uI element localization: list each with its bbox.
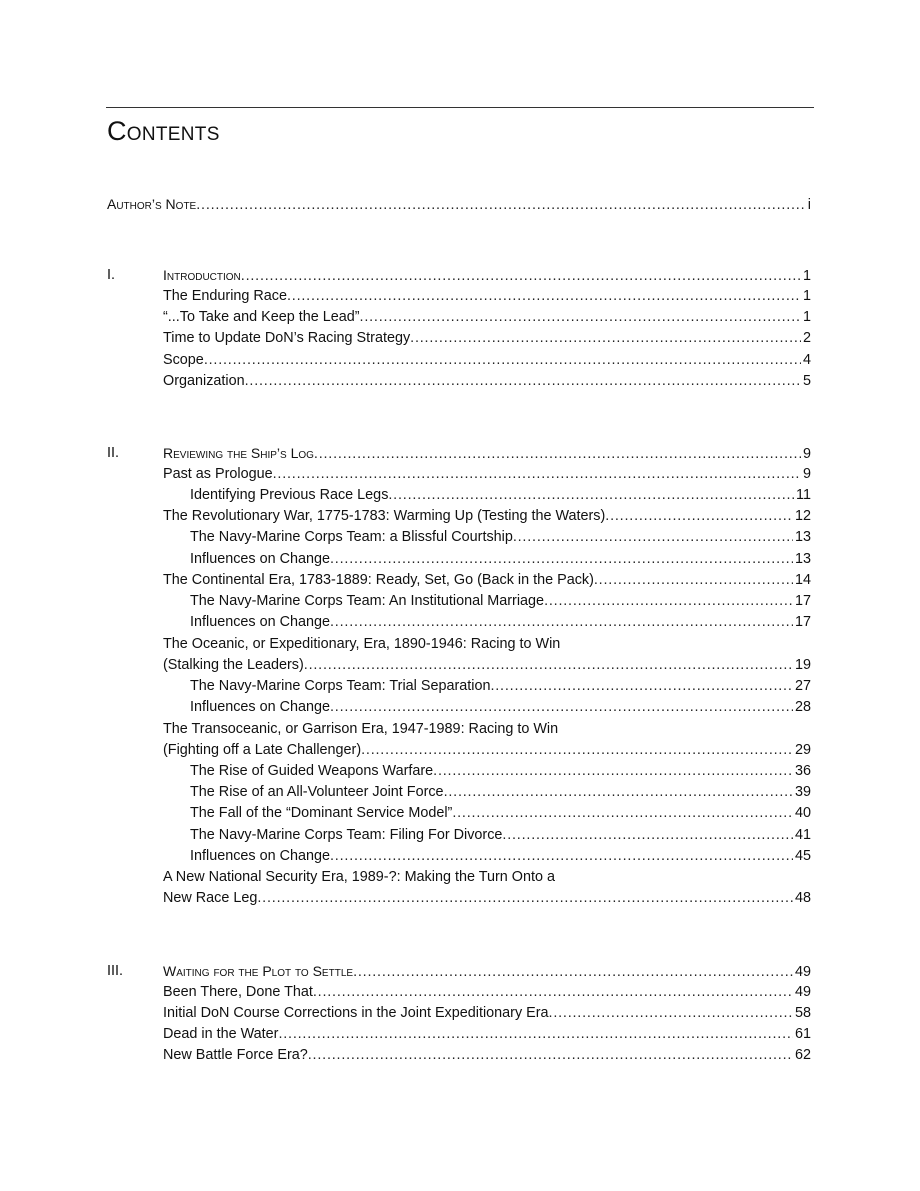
- toc-entry-label: Influences on Change: [190, 699, 331, 715]
- dot-leader: [513, 527, 793, 548]
- toc-entry-label-line1[interactable]: The Oceanic, or Expeditionary, Era, 1890-1946: Racing to Win: [163, 636, 561, 652]
- toc-subentry[interactable]: [190, 549, 811, 570]
- toc-entry-page: 1: [802, 309, 811, 325]
- dot-leader: [388, 485, 794, 506]
- toc-entry[interactable]: [163, 286, 811, 307]
- toc-entry-label: (Fighting off a Late Challenger): [163, 742, 362, 758]
- toc-subentry[interactable]: [190, 527, 811, 548]
- toc-entry[interactable]: [163, 1024, 811, 1045]
- toc-entry-label: Been There, Done That: [163, 984, 313, 1000]
- toc-subentry[interactable]: [190, 782, 811, 803]
- toc-entry-page: 49: [794, 984, 811, 1000]
- top-rule: [106, 107, 814, 108]
- toc-entry-page: 45: [794, 848, 811, 864]
- dot-leader: [204, 350, 801, 371]
- toc-entry-page: 9: [802, 446, 811, 462]
- toc-entry-label: The Navy-Marine Corps Team: An Institutional Marriage: [190, 593, 545, 609]
- dot-leader: [361, 740, 793, 761]
- toc-entry-label: Identifying Previous Race Legs: [190, 487, 389, 503]
- dot-leader: [502, 825, 793, 846]
- toc-subentry[interactable]: [190, 846, 811, 867]
- toc-entry[interactable]: [163, 506, 811, 527]
- dot-leader: [605, 506, 793, 527]
- toc-entry-page: 29: [794, 742, 811, 758]
- dot-leader: [257, 888, 793, 909]
- toc-subentry[interactable]: [190, 697, 811, 718]
- toc-entry-page: 5: [802, 373, 811, 389]
- dot-leader: [544, 591, 793, 612]
- toc-entry-page: 4: [802, 352, 811, 368]
- toc-entry-label: “...To Take and Keep the Lead”: [163, 309, 360, 325]
- dot-leader: [330, 612, 793, 633]
- toc-entry[interactable]: [163, 307, 811, 328]
- toc-entry-page: 1: [802, 268, 811, 284]
- toc-entry-page: 2: [802, 330, 811, 346]
- toc-subentry[interactable]: [190, 591, 811, 612]
- toc-entry-page: 17: [794, 614, 811, 630]
- toc-section-introduction[interactable]: [163, 265, 811, 286]
- section-numeral: I.: [107, 267, 115, 283]
- dot-leader: [444, 782, 793, 803]
- dot-leader: [314, 444, 801, 465]
- toc-entry-label: Initial DoN Course Corrections in the Joint Expeditionary Era: [163, 1005, 549, 1021]
- dot-leader: [549, 1003, 793, 1024]
- toc-entry[interactable]: [163, 464, 811, 485]
- toc-entry-label: Influences on Change: [190, 551, 331, 567]
- toc-entry-page: 28: [794, 699, 811, 715]
- toc-entry-label: Introduction: [163, 267, 241, 283]
- toc-entry-label: The Navy-Marine Corps Team: Filing For Divorce: [190, 827, 503, 843]
- toc-entry-page: 13: [794, 551, 811, 567]
- toc-entry-label: Scope: [163, 352, 204, 368]
- toc-entry-label: New Race Leg: [163, 890, 258, 906]
- dot-leader: [452, 803, 793, 824]
- toc-entry-label: Reviewing the Ship’s Log: [163, 445, 314, 461]
- toc-entry-label: New Battle Force Era?: [163, 1047, 308, 1063]
- toc-entry-label: The Rise of Guided Weapons Warfare: [190, 763, 434, 779]
- dot-leader: [304, 655, 793, 676]
- toc-entry-page: 40: [794, 805, 811, 821]
- toc-entry[interactable]: [163, 655, 811, 676]
- toc-entry-label: Influences on Change: [190, 848, 331, 864]
- dot-leader: [330, 697, 793, 718]
- toc-entry[interactable]: [163, 328, 811, 349]
- toc-entry-label: The Fall of the “Dominant Service Model”: [190, 805, 453, 821]
- toc-entry[interactable]: [163, 1003, 811, 1024]
- dot-leader: [353, 962, 793, 983]
- section-numeral: II.: [107, 445, 119, 461]
- toc-entry-label: Author’s Note: [107, 196, 197, 212]
- toc-entry[interactable]: [163, 1045, 811, 1066]
- toc-entry-page: 17: [794, 593, 811, 609]
- toc-subentry[interactable]: [190, 485, 811, 506]
- dot-leader: [287, 286, 801, 307]
- toc-entry[interactable]: [163, 371, 811, 392]
- dot-leader: [245, 371, 801, 392]
- dot-leader: [490, 676, 793, 697]
- toc-entry[interactable]: [163, 888, 811, 909]
- toc-entry-page: 14: [794, 572, 811, 588]
- toc-subentry[interactable]: [190, 612, 811, 633]
- toc-entry-page: 48: [794, 890, 811, 906]
- toc-entry-label: The Rise of an All-Volunteer Joint Force: [190, 784, 444, 800]
- toc-entry-page: 58: [794, 1005, 811, 1021]
- toc-entry-page: 62: [794, 1047, 811, 1063]
- toc-entry-page: 41: [794, 827, 811, 843]
- dot-leader: [196, 195, 806, 216]
- toc-section-waiting-for-plot[interactable]: [163, 961, 811, 982]
- toc-entry-page: 27: [794, 678, 811, 694]
- toc-entry-page: 12: [794, 508, 811, 524]
- toc-entry[interactable]: [163, 740, 811, 761]
- section-numeral: III.: [107, 963, 123, 979]
- dot-leader: [330, 846, 793, 867]
- toc-entry-page: 36: [794, 763, 811, 779]
- toc-section-reviewing-ships-log[interactable]: [163, 443, 811, 464]
- toc-entry[interactable]: [163, 982, 811, 1003]
- toc-entry-label: Waiting for the Plot to Settle: [163, 963, 354, 979]
- toc-entry-label: The Navy-Marine Corps Team: a Blissful Courtship: [190, 529, 513, 545]
- dot-leader: [360, 307, 801, 328]
- toc-entry-page: 1: [802, 288, 811, 304]
- dot-leader: [410, 328, 801, 349]
- toc-entry-label: Influences on Change: [190, 614, 331, 630]
- toc-entry-label: The Enduring Race: [163, 288, 287, 304]
- toc-entry-page: 39: [794, 784, 811, 800]
- toc-entry-label: Organization: [163, 373, 245, 389]
- toc-entry-page: 11: [796, 487, 811, 503]
- toc-entry-label-line1[interactable]: The Transoceanic, or Garrison Era, 1947-1989: Racing to Win: [163, 721, 559, 737]
- toc-entry-label: The Continental Era, 1783-1889: Ready, Set, Go (Back in the Pack): [163, 572, 594, 588]
- toc-entry-label: The Revolutionary War, 1775-1783: Warming Up (Testing the Waters): [163, 508, 606, 524]
- toc-entry-page: 19: [794, 657, 811, 673]
- toc-entry-page: 61: [794, 1026, 811, 1042]
- toc-entry-authors-note[interactable]: [107, 194, 811, 215]
- toc-entry-label: Past as Prologue: [163, 466, 273, 482]
- dot-leader: [313, 982, 793, 1003]
- toc-entry-page: 49: [794, 964, 811, 980]
- toc-entry-page: i: [807, 197, 811, 213]
- toc-entry[interactable]: [163, 350, 811, 371]
- toc-subentry[interactable]: [190, 761, 811, 782]
- dot-leader: [330, 549, 793, 570]
- toc-entry-page: 13: [794, 529, 811, 545]
- toc-subentry[interactable]: [190, 676, 811, 697]
- dot-leader: [273, 464, 801, 485]
- toc-entry-label: Dead in the Water: [163, 1026, 279, 1042]
- dot-leader: [278, 1024, 793, 1045]
- toc-subentry[interactable]: [190, 803, 811, 824]
- dot-leader: [433, 761, 793, 782]
- toc-entry-label: Time to Update DoN’s Racing Strategy: [163, 330, 411, 346]
- dot-leader: [594, 570, 793, 591]
- toc-entry[interactable]: [163, 570, 811, 591]
- toc-entry-label-line1[interactable]: A New National Security Era, 1989-?: Making the Turn Onto a: [163, 869, 555, 885]
- dot-leader: [241, 266, 801, 287]
- toc-subentry[interactable]: [190, 825, 811, 846]
- toc-entry-label: The Navy-Marine Corps Team: Trial Separation: [190, 678, 491, 694]
- toc-entry-label: (Stalking the Leaders): [163, 657, 304, 673]
- dot-leader: [308, 1045, 793, 1066]
- toc-entry-page: 9: [802, 466, 811, 482]
- page-title: Contents: [107, 116, 220, 146]
